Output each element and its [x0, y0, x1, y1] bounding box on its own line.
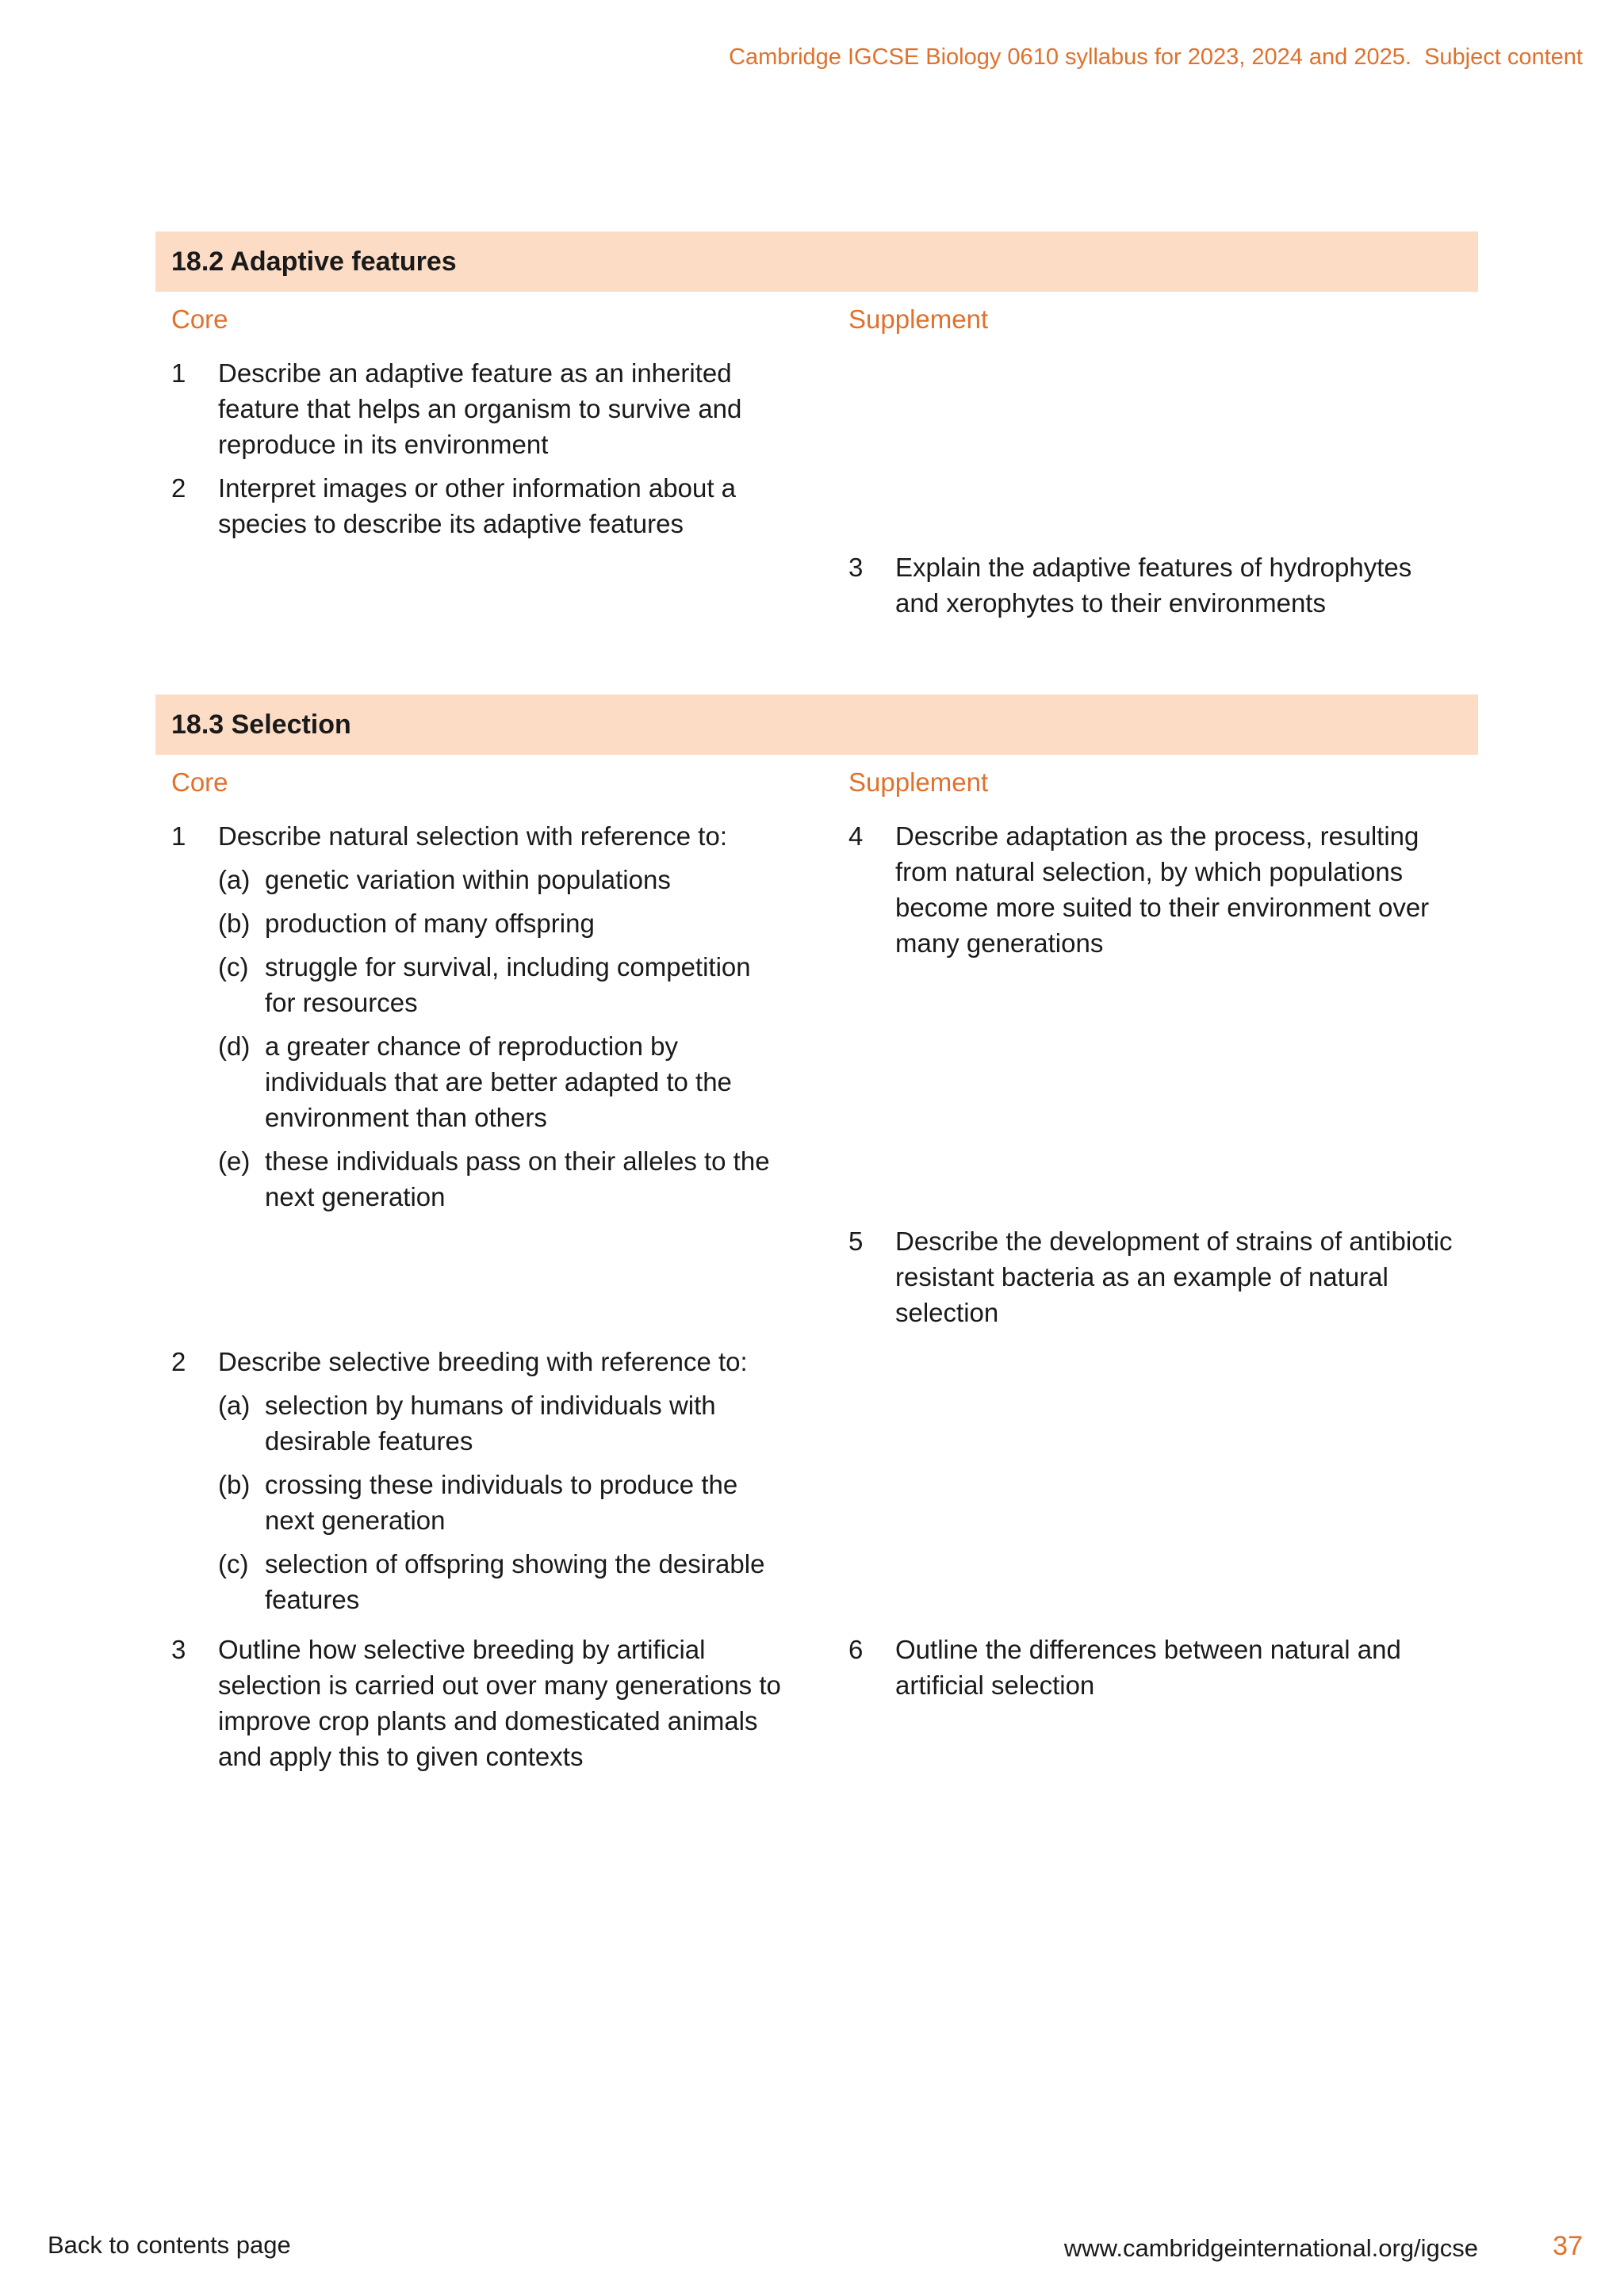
item-number: 4 — [848, 821, 864, 851]
item-text: Describe adaptation as the process, resulting from natural selection, by which populations become more suited to their environment over many generations — [895, 821, 1430, 958]
sub-item-text: selection by humans of individuals with desirable features — [265, 1391, 716, 1456]
sub-item-text: these individuals pass on their alleles to the next generation — [265, 1146, 770, 1211]
sub-item-label: (c) — [218, 1549, 249, 1578]
sub-item-label: (a) — [218, 865, 251, 894]
sub-item-text: a greater chance of reproduction by individuals that are better adapted to the environment than others — [265, 1031, 732, 1132]
core-item-2 — [171, 470, 782, 541]
item-text: Describe selective breeding with reference to: — [218, 1347, 748, 1376]
item-text: Describe an adaptive feature as an inherited feature that helps an organism to survive and reproduce in its environment — [218, 358, 742, 459]
back-to-contents-link[interactable]: Back to contents page — [48, 2231, 291, 2259]
item-number: 3 — [171, 1635, 186, 1664]
item-number: 3 — [848, 553, 864, 582]
header-section: Subject content — [1424, 44, 1583, 70]
item-number: 5 — [848, 1226, 864, 1256]
supplement-item-3 — [848, 549, 1459, 621]
core-item-3 — [171, 1632, 782, 1774]
sub-item-text: production of many offspring — [265, 909, 595, 938]
sub-item-label: (b) — [218, 909, 251, 938]
sub-item-a — [218, 1387, 782, 1459]
sub-item-label: (a) — [218, 1391, 251, 1420]
core-item-2 — [171, 1344, 782, 1617]
supplement-item-6 — [848, 1632, 1459, 1703]
sub-item-a — [218, 862, 782, 897]
item-number: 6 — [848, 1635, 864, 1664]
item-text: Describe the development of strains of antibiotic resistant bacteria as an example of natural selection — [895, 1226, 1453, 1327]
sub-item-b — [218, 905, 782, 941]
sub-item-text: crossing these individuals to produce the next generation — [265, 1470, 738, 1535]
sub-item-d — [218, 1028, 782, 1135]
header-title: Cambridge IGCSE Biology 0610 syllabus for 2023, 2024 and 2025. — [729, 44, 1411, 70]
item-number: 1 — [171, 358, 186, 388]
item-number: 2 — [171, 1347, 186, 1376]
sub-item-label: (e) — [218, 1146, 251, 1176]
core-item-1 — [171, 355, 782, 462]
sub-item-label: (d) — [218, 1031, 251, 1061]
sub-item-text: struggle for survival, including competition for resources — [265, 952, 751, 1017]
section-heading-selection: 18.3 Selection — [155, 695, 1478, 755]
sub-item-c — [218, 949, 782, 1020]
core-heading: Core — [171, 767, 228, 797]
supplement-item-4 — [848, 818, 1459, 961]
item-number: 1 — [171, 821, 186, 851]
sub-item-c — [218, 1546, 782, 1617]
sub-item-b — [218, 1467, 782, 1538]
supplement-item-5 — [848, 1223, 1459, 1330]
item-text: Describe natural selection with reference to: — [218, 821, 727, 851]
item-text: Interpret images or other information about a species to describe its adaptive features — [218, 473, 737, 538]
sub-item-text: genetic variation within populations — [265, 865, 671, 894]
sub-item-text: selection of offspring showing the desirable features — [265, 1549, 765, 1614]
website-link[interactable]: www.cambridgeinternational.org/igcse — [1063, 2234, 1478, 2262]
item-text: Outline how selective breeding by artificial selection is carried out over many generations to improve crop plants and domesticated animals and apply this to given contexts — [218, 1635, 781, 1771]
item-text: Outline the differences between natural and artificial selection — [895, 1635, 1401, 1700]
supplement-heading: Supplement — [848, 767, 989, 797]
item-number: 2 — [171, 473, 186, 503]
sub-item-e — [218, 1143, 782, 1215]
running-header — [729, 44, 1583, 71]
core-heading: Core — [171, 304, 228, 334]
item-text: Explain the adaptive features of hydrophytes and xerophytes to their environments — [895, 553, 1412, 618]
page-number: 37 — [1553, 2231, 1583, 2261]
sub-item-label: (c) — [218, 952, 249, 982]
section-heading-adaptive-features: 18.2 Adaptive features — [155, 232, 1478, 292]
supplement-heading: Supplement — [848, 304, 989, 334]
sub-item-label: (b) — [218, 1470, 251, 1499]
core-item-1 — [171, 818, 782, 1215]
